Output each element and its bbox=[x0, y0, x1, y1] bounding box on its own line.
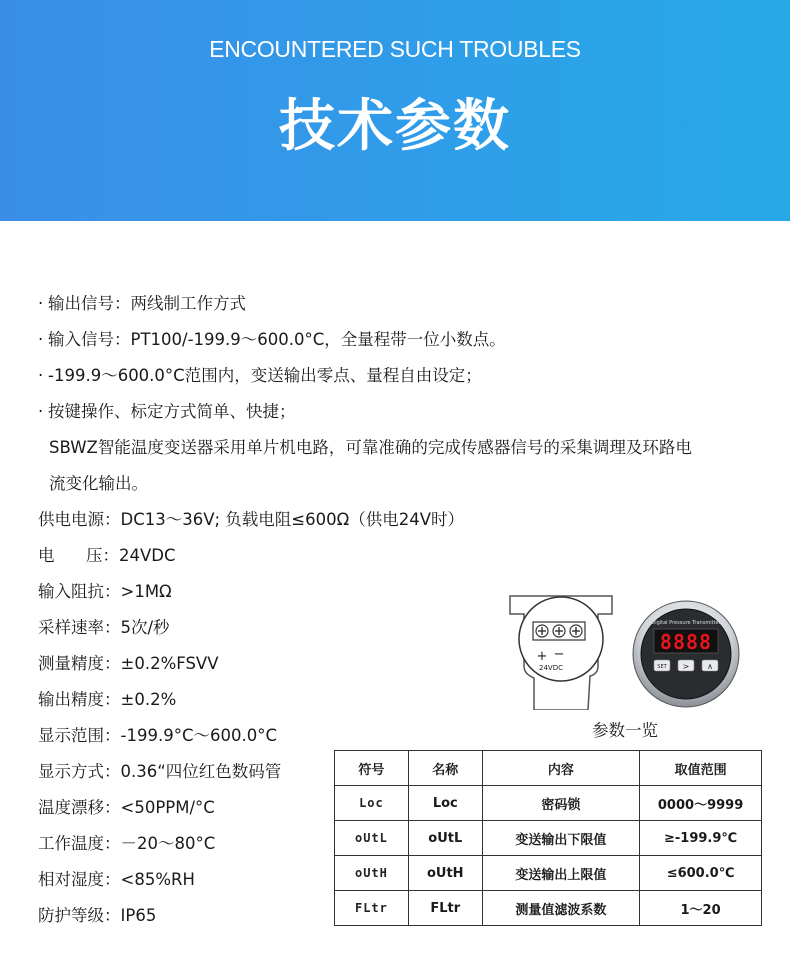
spec-value: <50PPM/°C bbox=[120, 798, 215, 817]
spec-row bbox=[38, 725, 277, 747]
cell-symbol: Loc bbox=[335, 786, 409, 821]
cell-content: 变送输出上限值 bbox=[482, 856, 639, 891]
voltage-label: 24VDC bbox=[539, 664, 563, 672]
cell-content: 测量值滤波系数 bbox=[482, 891, 639, 926]
description-line: SBWZ智能温度变送器采用单片机电路，可靠准确的完成传感器信号的采集调理及环路电 bbox=[49, 438, 692, 457]
spec-value: DC13～36V; 负载电阻≤600Ω（供电24V时） bbox=[120, 510, 465, 529]
spec-row bbox=[38, 761, 281, 783]
cell-range: 1～20 bbox=[640, 891, 762, 926]
cell-range: ≤600.0℃ bbox=[640, 856, 762, 891]
spec-row bbox=[38, 581, 172, 603]
cell-range: 0000～9999 bbox=[640, 786, 762, 821]
spec-value: IP65 bbox=[120, 906, 157, 925]
spec-key: 输入阻抗： bbox=[38, 582, 121, 601]
parameter-table bbox=[334, 750, 762, 926]
spec-key: 采样速率： bbox=[38, 618, 121, 637]
spec-value: 0.36“四位红色数码管 bbox=[120, 762, 282, 781]
cell-content: 变送输出下限值 bbox=[482, 821, 639, 856]
spec-row bbox=[38, 617, 170, 639]
spec-key: 相对湿度： bbox=[38, 870, 121, 889]
header-content: 内容 bbox=[482, 751, 639, 786]
spec-key: 显示范围： bbox=[38, 726, 121, 745]
feature-item: · -199.9～600.0°C范围内，变送输出零点、量程自由设定； bbox=[38, 366, 482, 385]
cell-range: ≥-199.9℃ bbox=[640, 821, 762, 856]
plus-sign: + bbox=[536, 649, 548, 664]
set-button-label: SET bbox=[657, 664, 667, 670]
spec-key: 工作温度： bbox=[38, 834, 121, 853]
spec-key: 输出精度： bbox=[38, 690, 121, 709]
spec-row bbox=[38, 689, 176, 711]
feature-item: · 输出信号：两线制工作方式 bbox=[38, 294, 246, 313]
page-title: 技术参数 bbox=[279, 94, 511, 159]
spec-value: ±0.2% bbox=[120, 690, 177, 709]
spec-row bbox=[38, 509, 464, 531]
table-row bbox=[335, 856, 762, 891]
table-caption: 参数一览 bbox=[592, 721, 658, 740]
cell-name: oUtL bbox=[408, 821, 482, 856]
cell-name: Loc bbox=[408, 786, 482, 821]
spec-key: 温度漂移： bbox=[38, 798, 121, 817]
led-digits: 8888 bbox=[659, 630, 713, 654]
spec-row bbox=[38, 545, 176, 567]
spec-value: -199.9°C～600.0°C bbox=[120, 726, 277, 745]
up-button-label: ∧ bbox=[707, 662, 713, 671]
header-symbol: 符号 bbox=[335, 751, 409, 786]
wiring-diagram bbox=[506, 594, 616, 710]
shift-button-label: > bbox=[682, 662, 690, 671]
header-banner bbox=[0, 0, 790, 221]
spec-key: 供电电源： bbox=[38, 510, 121, 529]
header-range: 取值范围 bbox=[640, 751, 762, 786]
brand-text: Digital Pressure Transmitter bbox=[651, 620, 721, 626]
spec-value: >1MΩ bbox=[120, 582, 172, 601]
feature-item: · 按键操作、标定方式简单、快捷； bbox=[38, 402, 296, 421]
table-header-row bbox=[335, 751, 762, 786]
spec-value: －20～80°C bbox=[120, 834, 216, 853]
cell-name: oUtH bbox=[408, 856, 482, 891]
spec-row bbox=[38, 869, 195, 891]
spec-value: 5次/秒 bbox=[120, 618, 170, 637]
description-line: 流变化输出。 bbox=[49, 474, 148, 493]
spec-value: 24VDC bbox=[118, 546, 176, 565]
cell-symbol: oUtL bbox=[335, 821, 409, 856]
spec-key: 电 压： bbox=[38, 546, 119, 565]
cell-name: FLtr bbox=[408, 891, 482, 926]
cell-symbol: FLtr bbox=[335, 891, 409, 926]
table-row bbox=[335, 821, 762, 856]
spec-key: 显示方式： bbox=[38, 762, 121, 781]
cell-symbol: oUtH bbox=[335, 856, 409, 891]
table-row bbox=[335, 891, 762, 926]
minus-sign: − bbox=[553, 647, 565, 662]
spec-value: ±0.2%FSVV bbox=[120, 654, 219, 673]
feature-item: · 输入信号：PT100/-199.9～600.0°C，全量程带一位小数点。 bbox=[38, 330, 506, 349]
spec-row bbox=[38, 833, 215, 855]
spec-key: 测量精度： bbox=[38, 654, 121, 673]
spec-value: <85%RH bbox=[120, 870, 195, 889]
table-row bbox=[335, 786, 762, 821]
led-display-device bbox=[632, 600, 740, 708]
header-subtitle: ENCOUNTERED SUCH TROUBLES bbox=[209, 36, 581, 62]
spec-row bbox=[38, 653, 219, 675]
spec-key: 防护等级： bbox=[38, 906, 121, 925]
spec-row bbox=[38, 905, 156, 927]
spec-row bbox=[38, 797, 215, 819]
cell-content: 密码锁 bbox=[482, 786, 639, 821]
header-name: 名称 bbox=[408, 751, 482, 786]
